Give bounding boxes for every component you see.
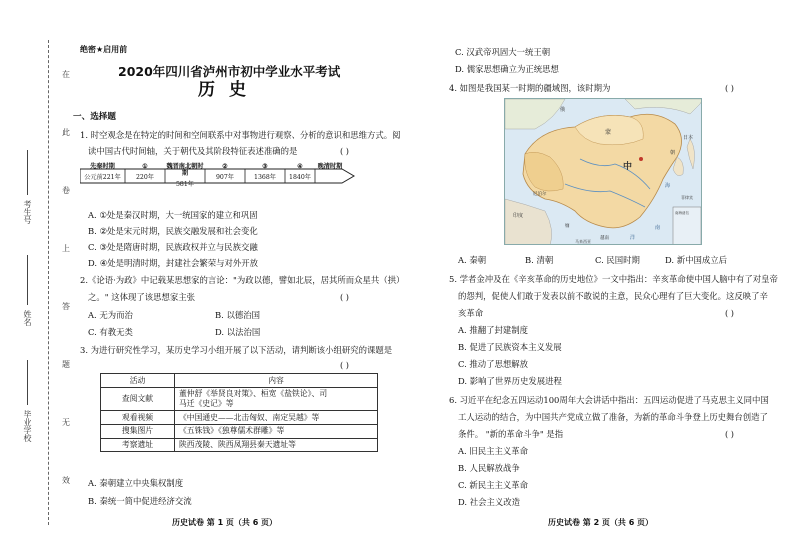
timeline-label: ② [222,163,228,170]
section-heading: 一、选择题 [73,112,116,122]
binding-margin [0,0,70,560]
binding-char: 此 [62,128,70,137]
table-cell-activity: 搜集图片 [101,424,175,438]
q3-activity-table [100,373,378,452]
q1-timeline [80,164,355,188]
svg-text:海: 海 [665,183,671,189]
name-line[interactable] [27,255,28,305]
school-label: 毕业学校 [23,410,32,442]
timeline-year: 1840年 [289,173,311,181]
timeline-year: 1368年 [254,173,276,181]
binding-char: 题 [62,360,70,369]
q1-option-d[interactable]: D. ④处是明清时期，封建社会繁荣与对外开放 [88,258,258,268]
svg-text:中: 中 [623,162,633,172]
timeline-label: 晚清时期 [317,163,343,170]
table-cell-activity: 考察遗址 [101,438,175,452]
q3-answer-paren[interactable]: ( ) [340,360,349,370]
timeline-segment [125,164,165,188]
timeline-year: 220年 [136,173,154,181]
table-header-cell: 内容 [175,374,378,388]
binding-char: 上 [62,244,70,253]
table-header-row [101,374,378,388]
q5-stem-line1: 5. 学者金冲及在《辛亥革命的历史地位》一文中指出：辛亥革命使中国人脑中有了对皇帝 [449,274,778,284]
q1-option-a[interactable]: A. ①处是秦汉时期，大一统国家的建立和巩固 [88,210,258,220]
timeline-segment [165,164,205,188]
timeline-year: 581年 [176,180,194,188]
svg-text:洋: 洋 [630,235,636,241]
q5-stem-line3: 亥革命 [458,308,484,318]
q6-option-d[interactable]: D. 社会主义改造 [458,497,520,507]
footer-right: 历史试卷 第 2 页（共 6 页） [548,518,654,527]
table-cell-content: 《五铢钱》《独尊儒术群雕》等 [175,424,378,438]
table-cell-activity: 查阅文献 [101,387,175,410]
q1-stem-line2: 读中国古代时间轴，关于朝代及其阶段特征表述准确的是 [88,146,298,156]
q4-territory-map [504,98,702,245]
candidate-number-line[interactable] [27,150,28,195]
timeline-year: 公元前221年 [84,173,121,181]
q2-stem-line1: 2.《论语·为政》中记载某思想家的言论："为政以德，譬如北辰，居其所而众星共（拱） [80,275,405,285]
table-row [101,438,378,452]
timeline-label: 魏晋南北朝时期 [166,163,204,177]
svg-text:菲律宾: 菲律宾 [681,195,693,200]
binding-char: 卷 [62,186,70,195]
q3-option-d[interactable]: D. 儒家思想确立为正统思想 [455,64,559,74]
candidate-number-label: 考生号 [23,200,32,224]
secret-label: 绝密★启用前 [80,45,128,54]
q5-option-a[interactable]: A. 推翻了封建制度 [458,325,528,335]
q6-stem-line2: 工人运动的结合，为中国共产党成立做了准备，为新的革命斗争登上历史舞台创造了 [458,412,768,422]
timeline-segment [205,164,245,188]
svg-text:朝: 朝 [670,150,676,156]
binding-dashed-line [48,40,49,525]
map-image [505,99,702,245]
q5-option-d[interactable]: D. 影响了世界历史发展进程 [458,376,562,386]
q2-option-d[interactable]: D. 以法治国 [215,327,261,337]
q1-stem-line1: 1. 时空观念是在特定的时间和空间联系中对事物进行观察、分析的意识和思维方式。阅 [80,130,401,140]
q5-option-c[interactable]: C. 推动了思想解放 [458,359,529,369]
svg-text:缅: 缅 [565,224,570,229]
timeline-label: 先秦时期 [90,163,115,170]
q6-stem-line1: 6. 习近平在纪念五四运动100周年大会讲话中指出：五四运动促进了马克思主义同中国 [449,395,769,405]
timeline-segment [80,164,125,188]
timeline-segment [285,164,315,188]
timeline-segment [315,164,345,188]
timeline-year: 907年 [216,173,234,181]
table-cell-content: 陕西茂陵、陕西凤翔县秦天遗址等 [175,438,378,452]
table-cell-content: 《中国通史——北击匈奴、南定吴越》等 [175,411,378,425]
timeline-segment [245,164,285,188]
table-header-cell: 活动 [101,374,175,388]
table-row [101,387,378,410]
q3-stem: 3. 为进行研究性学习，某历史学习小组开展了以下活动，请判断该小组研究的课题是 [80,345,393,355]
q1-option-b[interactable]: B. ②处是宋元时期，民族交融发展和社会变化 [88,226,258,236]
q4-answer-paren[interactable]: ( ) [725,83,734,93]
binding-char: 效 [62,476,70,485]
q2-option-a[interactable]: A. 无为而治 [88,310,133,320]
q5-stem-line2: 的怨判，促使人们敢于发表以前不敢说的主意，民众心理有了巨大变化。这反映了辛 [458,291,768,301]
content-line: 马迁《史记》等 [179,398,234,408]
timeline-label: ③ [262,163,268,170]
binding-char: 无 [62,418,70,427]
q6-stem-line3: 条件。 "新的革命斗争" 是指 [458,429,564,439]
q4-option-c[interactable]: C. 民国时期 [595,255,640,265]
q6-answer-paren[interactable]: ( ) [725,429,734,439]
q3-option-c[interactable]: C. 汉武帝巩固大一统王朝 [455,47,551,57]
school-line[interactable] [27,360,28,405]
svg-text:南: 南 [655,225,661,231]
footer-left: 历史试卷 第 1 页（共 6 页） [172,518,278,527]
q3-option-a[interactable]: A. 秦朝建立中央集权制度 [88,478,184,488]
binding-char: 答 [62,302,70,311]
q6-option-b[interactable]: B. 人民解放战争 [458,463,520,473]
q1-answer-paren[interactable]: ( ) [340,146,349,156]
q6-option-a[interactable]: A. 旧民主主义革命 [458,446,528,456]
q3-option-b[interactable]: B. 秦统一简中促进经济交流 [88,496,192,506]
q2-answer-paren[interactable]: ( ) [340,292,349,302]
exam-title: 2020年四川省泸州市初中学业水平考试 [118,64,341,79]
svg-text:蒙: 蒙 [605,129,612,136]
svg-text:俄: 俄 [560,107,566,113]
q4-option-b[interactable]: B. 清朝 [525,255,554,265]
name-label: 姓名 [23,310,32,326]
table-row [101,424,378,438]
svg-text:印度: 印度 [513,213,524,219]
q4-stem: 4. 如图是我国某一时期的疆域图，该时期为 [449,83,611,93]
q2-option-c[interactable]: C. 有教无类 [88,327,133,337]
table-cell-content [175,387,378,410]
content-line: 董仲舒《举贤良对策》、桓宽《盐铁论》、司 [179,389,328,399]
svg-text:日本: 日本 [683,135,694,141]
timeline-label: ① [142,163,148,170]
table-cell-activity: 观看视频 [101,411,175,425]
q5-option-b[interactable]: B. 促进了民族资本主义发展 [458,342,562,352]
q5-answer-paren[interactable]: ( ) [725,308,734,318]
q1-option-c[interactable]: C. ③处是隋唐时期，民族政权并立与民族交融 [88,242,258,252]
q6-option-c[interactable]: C. 新民主主义革命 [458,480,529,490]
binding-char: 在 [62,70,70,79]
q4-option-a[interactable]: A. 秦朝 [458,255,487,265]
q2-option-b[interactable]: B. 以德治国 [215,310,260,320]
svg-text:越南: 越南 [600,236,609,241]
subject-title: 历史 [198,80,260,100]
svg-text:尼泊尔: 尼泊尔 [533,192,547,197]
table-row [101,411,378,425]
q4-option-d[interactable]: D. 新中国成立后 [665,255,727,265]
q2-stem-line2: 之。" 这体现了该思想家主张 [88,292,196,302]
timeline-label: ④ [297,163,303,170]
svg-text:马来西亚: 马来西亚 [575,239,591,244]
svg-text:南海诸岛: 南海诸岛 [675,211,689,215]
